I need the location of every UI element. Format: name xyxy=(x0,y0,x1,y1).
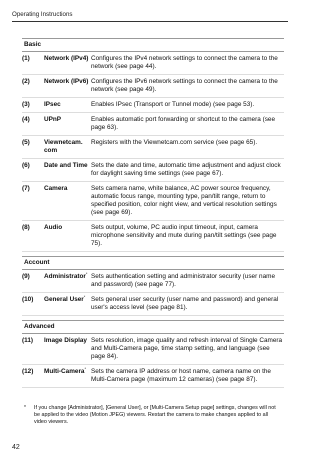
table-row xyxy=(22,270,284,293)
section-heading: Basic xyxy=(22,38,284,52)
table-row xyxy=(22,136,284,159)
item-description: Sets general user security (user name and password) and general user's access level (see page 81). xyxy=(91,296,279,311)
footnote-reference: * xyxy=(85,270,88,276)
section-heading: Account xyxy=(22,256,284,270)
item-number: (12) xyxy=(22,368,34,375)
table-row xyxy=(22,221,284,252)
item-name: Date and Time xyxy=(44,162,88,169)
item-name: UPnP xyxy=(44,116,62,123)
item-number: (11) xyxy=(22,337,34,344)
item-name-cell xyxy=(44,365,91,384)
item-name-cell xyxy=(44,337,91,361)
table-row xyxy=(22,75,284,98)
item-name: Camera xyxy=(44,185,68,192)
item-number: (9) xyxy=(22,273,30,280)
item-description: Registers with the Viewnetcam.com service (see page 65). xyxy=(91,139,258,146)
item-name-cell xyxy=(44,224,91,248)
item-number: (4) xyxy=(22,116,30,123)
item-description: Enables automatic port forwarding or shortcut to the camera (see page 63). xyxy=(91,116,275,131)
footnote xyxy=(24,405,282,426)
item-description: Configures the IPv6 network settings to connect the camera to the network (see page 49). xyxy=(91,78,278,93)
item-name: Viewnetcam. com xyxy=(44,139,83,154)
item-name-cell xyxy=(44,55,91,71)
item-description: Sets camera name, white balance, AC power source frequency, automatic focus range, mounting type, pan/tilt range, return to specified position, color night view, and vertical resolution settings (see page 69). xyxy=(91,185,277,216)
item-name: IPsec xyxy=(44,101,61,108)
item-number: (2) xyxy=(22,78,30,85)
item-description: Sets the camera IP address or host name, camera name on the Multi-Camera page (maximum 12 cameras) (see page 87). xyxy=(91,368,271,383)
settings-table xyxy=(22,38,284,388)
item-name-cell xyxy=(44,293,91,312)
item-number: (3) xyxy=(22,101,30,108)
table-row xyxy=(22,113,284,136)
item-name-cell xyxy=(44,270,91,289)
header-rule xyxy=(12,21,288,22)
page-header: Operating Instructions xyxy=(12,11,73,18)
item-description: Enables IPsec (Transport or Tunnel mode) (see page 53). xyxy=(91,101,255,108)
footnote-mark: * xyxy=(24,405,26,411)
section-heading: Advanced xyxy=(22,320,284,334)
page-number: 42 xyxy=(12,444,20,451)
item-name: General User xyxy=(44,296,84,303)
item-description: Configures the IPv4 network settings to connect the camera to the network (see page 44). xyxy=(91,55,278,70)
item-name-cell xyxy=(44,116,91,132)
item-number: (8) xyxy=(22,224,30,231)
footnote-reference: * xyxy=(83,293,86,299)
footnote-reference: * xyxy=(84,365,87,371)
item-number: (10) xyxy=(22,296,34,303)
item-name-cell xyxy=(44,162,91,178)
item-description: Sets the date and time, automatic time adjustment and adjust clock for daylight saving time settings (see page 67). xyxy=(91,162,281,177)
item-name-cell xyxy=(44,78,91,94)
table-row xyxy=(22,98,284,113)
item-name: Network (IPv6) xyxy=(44,78,89,85)
item-name-cell xyxy=(44,101,91,109)
item-description: Sets output, volume, PC audio input timeout, input, camera microphone sensitivity and mute during pan/tilt settings (see page 75). xyxy=(91,224,277,247)
table-row xyxy=(22,334,284,365)
footnote-text: If you change [Administrator], [General User], or [Multi-Camera Setup page] settings, changes will not be applied to the video (Motion JPEG) viewers. Restart the camera to make changes applied to all video viewers. xyxy=(34,405,276,425)
item-number: (7) xyxy=(22,185,30,192)
item-name: Administrator xyxy=(44,273,86,280)
table-row xyxy=(22,365,284,388)
item-description: Sets authentication setting and administrator security (user name and password) (see page 77). xyxy=(91,273,276,288)
item-number: (6) xyxy=(22,162,30,169)
item-name: Image Display xyxy=(44,337,87,344)
item-name: Multi-Camera xyxy=(44,368,85,375)
item-name: Network (IPv4) xyxy=(44,55,89,62)
table-row xyxy=(22,52,284,75)
table-row xyxy=(22,293,284,316)
item-name-cell xyxy=(44,185,91,217)
item-name: Audio xyxy=(44,224,63,231)
table-row xyxy=(22,182,284,221)
item-description: Sets resolution, image quality and refresh interval of Single Camera and Multi-Camera page, time stamp setting, and language (see page 84). xyxy=(91,337,283,360)
item-number: (5) xyxy=(22,139,30,146)
table-row xyxy=(22,159,284,182)
item-number: (1) xyxy=(22,55,30,62)
item-name-cell xyxy=(44,139,91,155)
